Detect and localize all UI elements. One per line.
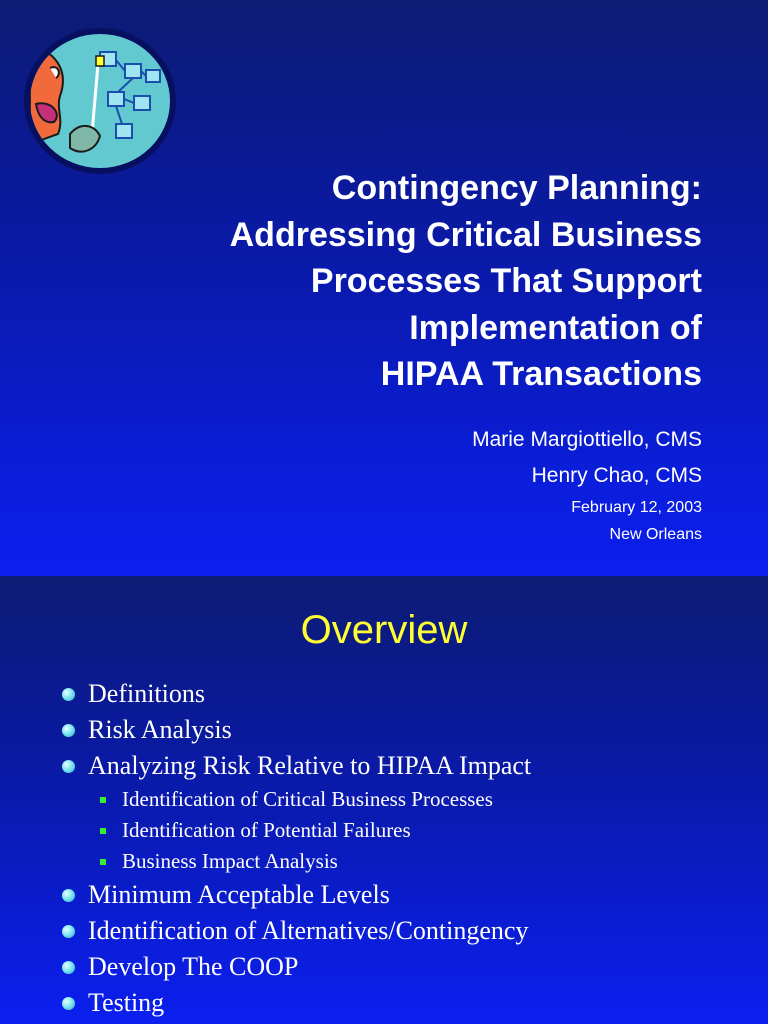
bullet-square-icon <box>100 797 106 803</box>
bullet-item <box>60 712 750 748</box>
bullet-item <box>60 949 750 985</box>
sub-bullet-item <box>60 846 750 877</box>
title-line: HIPAA Transactions <box>380 355 702 393</box>
bullet-dot-icon <box>62 760 75 773</box>
author-name: Marie Margiottiello, CMS <box>472 428 702 451</box>
overview-slide <box>0 576 768 1024</box>
bullet-dot-icon <box>62 889 75 902</box>
presentation-location: New Orleans <box>609 526 702 543</box>
bullet-dot-icon <box>62 961 75 974</box>
bullet-dot-icon <box>62 724 75 737</box>
overview-title: Overview <box>300 608 468 652</box>
bullet-item <box>60 913 750 949</box>
bullet-item <box>60 985 750 1021</box>
sub-bullet-text: Identification of Potential Failures <box>122 818 411 842</box>
bullet-text: Testing <box>88 988 165 1017</box>
sub-bullet-item <box>60 815 750 846</box>
bullet-square-icon <box>100 828 106 834</box>
bullet-item <box>60 676 750 712</box>
person-with-flowchart-icon <box>30 34 170 168</box>
sub-bullet-text: Business Impact Analysis <box>122 849 338 873</box>
bullet-text: Identification of Alternatives/Contingency <box>88 916 529 945</box>
bullet-item <box>60 877 750 913</box>
sub-bullet-text: Identification of Critical Business Processes <box>122 787 493 811</box>
sub-bullet-item <box>60 784 750 815</box>
bullet-text: Minimum Acceptable Levels <box>88 880 390 909</box>
title-line: Implementation of <box>409 308 702 347</box>
bullet-text: Risk Analysis <box>88 715 232 744</box>
author-name: Henry Chao, CMS <box>531 464 702 487</box>
bullet-square-icon <box>100 859 106 865</box>
bullet-text: Analyzing Risk Relative to HIPAA Impact <box>88 751 532 780</box>
bullet-dot-icon <box>62 997 75 1010</box>
presentation-date: February 12, 2003 <box>571 499 702 516</box>
bullet-dot-icon <box>62 925 75 938</box>
bullet-dot-icon <box>62 688 75 701</box>
logo <box>24 28 176 174</box>
title-line: Contingency Planning: <box>331 169 702 207</box>
bullet-text: Definitions <box>88 679 205 708</box>
bullet-item <box>60 748 750 784</box>
title-line: Addressing Critical Business <box>229 215 702 254</box>
overview-bullet-list <box>60 676 750 1021</box>
bullet-text: Develop The COOP <box>88 952 299 981</box>
presentation-title <box>82 165 702 398</box>
title-line: Processes That Support <box>310 262 702 300</box>
